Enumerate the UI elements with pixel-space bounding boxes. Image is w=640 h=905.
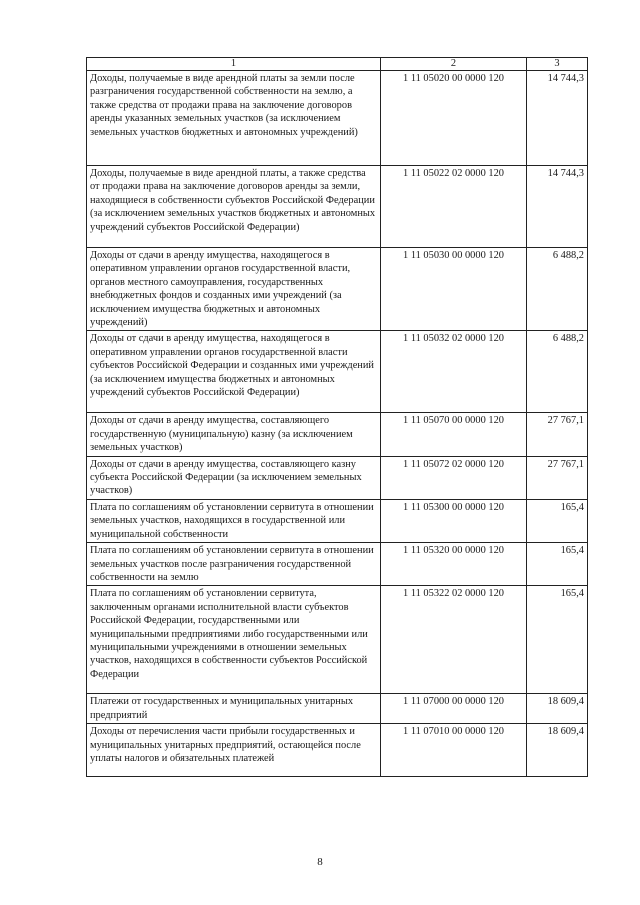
table-row [87, 499, 588, 542]
row-amount: 18 609,4 [527, 724, 588, 777]
table-row [87, 331, 588, 413]
row-name: Плата по соглашениям об установлении сервитута в отношении земельных участков, находящихся в государственной или муниципальной собственности [87, 499, 381, 542]
row-amount: 165,4 [527, 543, 588, 586]
table-row [87, 71, 588, 166]
row-name: Плата по соглашениям об установлении сервитута в отношении земельных участков после разграничения государственной собственности на землю [87, 543, 381, 586]
table-row [87, 724, 588, 777]
row-amount: 14 744,3 [527, 166, 588, 248]
row-amount: 165,4 [527, 499, 588, 542]
row-name: Доходы от перечисления части прибыли государственных и муниципальных унитарных предприятий, остающейся после уплаты налогов и обязательных платежей [87, 724, 381, 777]
table-row [87, 456, 588, 499]
table-row [87, 413, 588, 456]
row-name: Доходы, получаемые в виде арендной платы, а также средства от продажи права на заключение договоров аренды за земли, находящиеся в собственности субъектов Российской Федерации (за исключением земельных участков бюджетных и автономных учреждений субъектов Российской Федерации) [87, 166, 381, 248]
row-amount: 6 488,2 [527, 331, 588, 413]
row-amount: 165,4 [527, 586, 588, 694]
row-code: 1 11 07010 00 0000 120 [381, 724, 527, 777]
row-name: Доходы от сдачи в аренду имущества, находящегося в оперативном управлении органов государственной власти, органов местного самоуправления, государственных внебюджетных фондов и созданных ими учреждений (за исключением имущества бюджетных и автономных учреждений) [87, 248, 381, 331]
table-row [87, 694, 588, 724]
table-row [87, 248, 588, 331]
page-number: 8 [317, 856, 323, 868]
table-row [87, 166, 588, 248]
header-col-1: 1 [87, 58, 381, 71]
row-name: Доходы, получаемые в виде арендной платы за земли после разграничения государственной собственности на землю, а также средства от продажи права на заключение договоров аренды указанных земельных участков (за исключением земельных участков бюджетных и автономных учреждений) [87, 71, 381, 166]
row-name: Плата по соглашениям об установлении сервитута, заключенным органами исполнительной власти субъектов Российской Федерации, государственными или муниципальными предприятиями либо государственными или муниципальными учреждениями в отношении земельных участков, находящихся в собственности субъектов Российской Федерации [87, 586, 381, 694]
row-code: 1 11 05032 02 0000 120 [381, 331, 527, 413]
table-header-row [87, 58, 588, 71]
revenue-table [86, 57, 588, 777]
row-amount: 6 488,2 [527, 248, 588, 331]
header-col-3: 3 [527, 58, 588, 71]
row-name: Платежи от государственных и муниципальных унитарных предприятий [87, 694, 381, 724]
row-name: Доходы от сдачи в аренду имущества, составляющего казну субъекта Российской Федерации (за исключением земельных участков) [87, 456, 381, 499]
row-code: 1 11 07000 00 0000 120 [381, 694, 527, 724]
header-col-2: 2 [381, 58, 527, 71]
row-name: Доходы от сдачи в аренду имущества, находящегося в оперативном управлении органов государственной власти субъектов Российской Федерации и созданных ими учреждений (за исключением имущества бюджетных и автономных учреждений субъектов Российской Федерации) [87, 331, 381, 413]
table-row [87, 586, 588, 694]
row-code: 1 11 05320 00 0000 120 [381, 543, 527, 586]
row-name: Доходы от сдачи в аренду имущества, составляющего государственную (муниципальную) казну (за исключением земельных участков) [87, 413, 381, 456]
row-amount: 14 744,3 [527, 71, 588, 166]
row-amount: 27 767,1 [527, 413, 588, 456]
row-code: 1 11 05070 00 0000 120 [381, 413, 527, 456]
row-code: 1 11 05022 02 0000 120 [381, 166, 527, 248]
row-code: 1 11 05322 02 0000 120 [381, 586, 527, 694]
row-amount: 18 609,4 [527, 694, 588, 724]
row-amount: 27 767,1 [527, 456, 588, 499]
row-code: 1 11 05072 02 0000 120 [381, 456, 527, 499]
row-code: 1 11 05020 00 0000 120 [381, 71, 527, 166]
row-code: 1 11 05030 00 0000 120 [381, 248, 527, 331]
table-row [87, 543, 588, 586]
row-code: 1 11 05300 00 0000 120 [381, 499, 527, 542]
